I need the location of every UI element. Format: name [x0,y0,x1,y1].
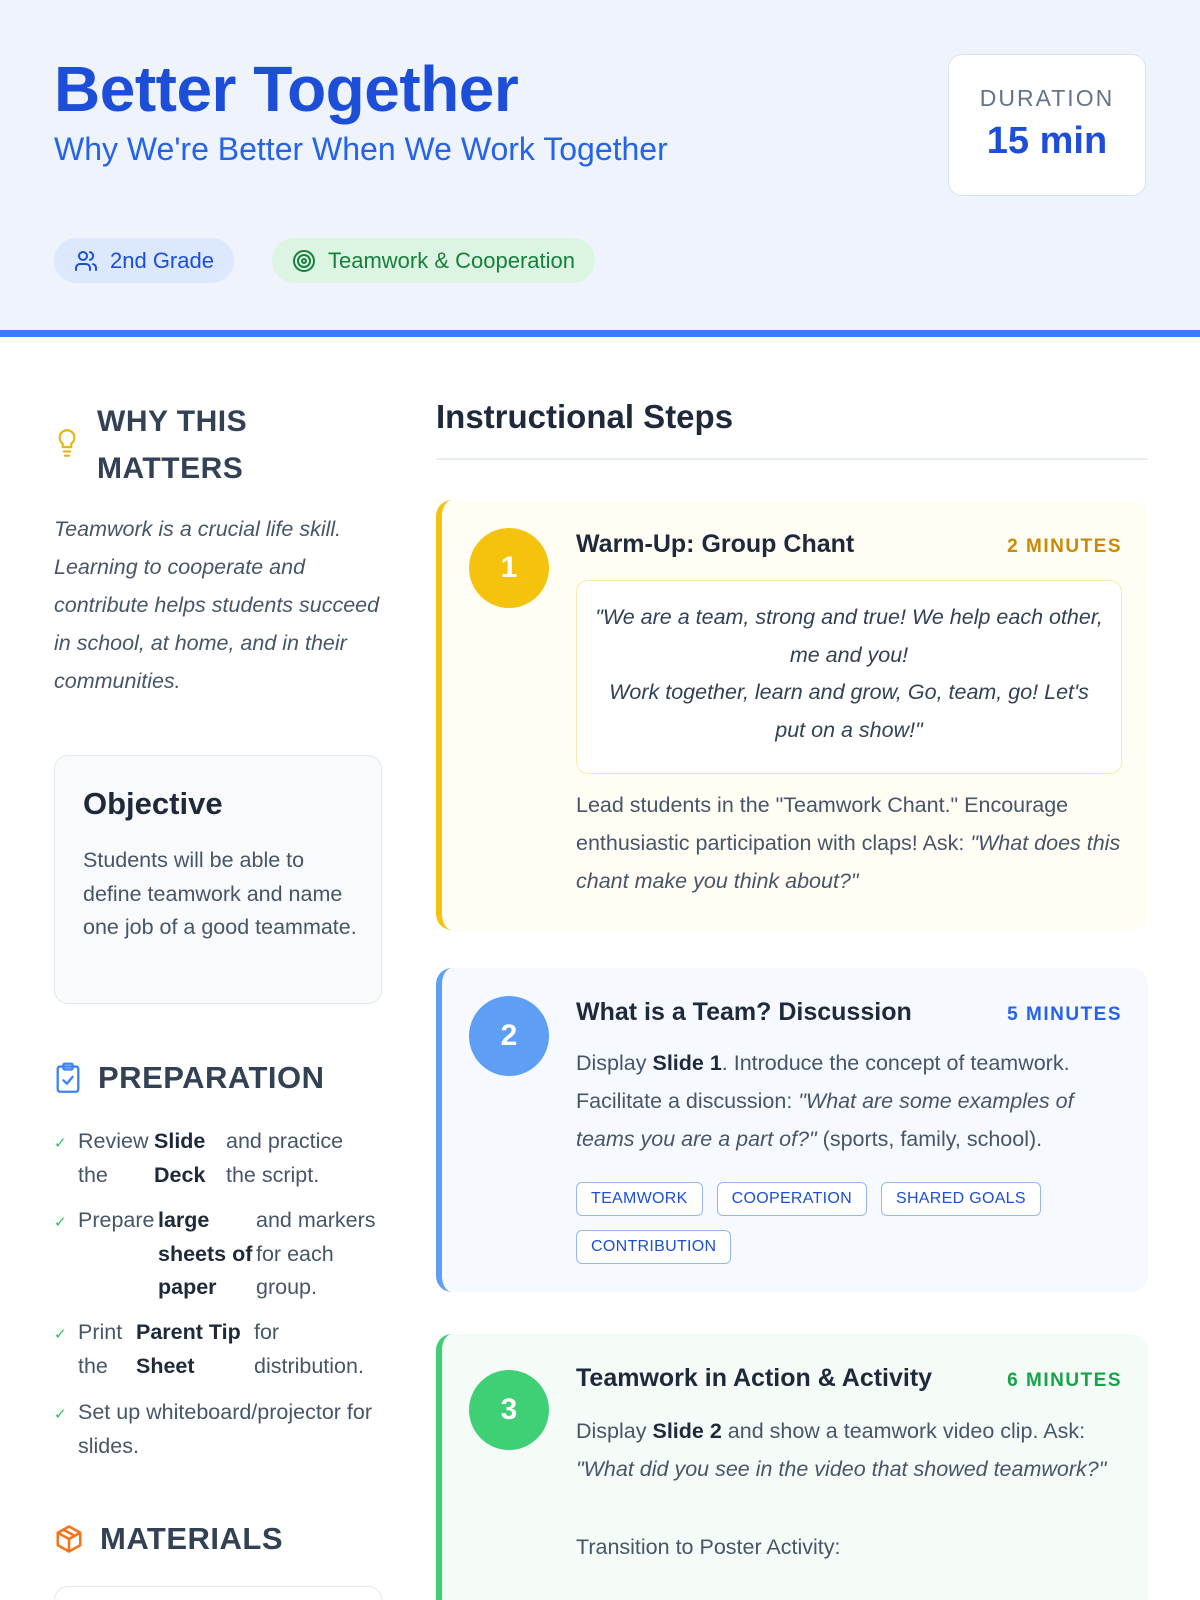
why-text: Teamwork is a crucial life skill. Learning to cooperate and contribute helps students succeed in school, at home, and in their communities. [54,517,380,693]
tag-list [576,1182,1136,1278]
lightbulb-icon [54,428,80,460]
users-icon [74,249,98,273]
materials-card [54,1586,382,1600]
prep-item-text: for distribution. [254,1320,364,1378]
check-icon: ✓ [54,1326,67,1343]
check-icon: ✓ [54,1406,67,1423]
prep-item-text: Set up whiteboard/projector for slides. [78,1400,372,1458]
topic-label: Teamwork & Cooperation [328,247,576,273]
step-duration: 5 MINUTES [1007,1004,1122,1025]
prep-item [54,1316,378,1383]
grade-badge [54,238,234,283]
step-description: Display Slide 1. Introduce the concept of teamwork. Facilitate a discussion: "What are some examples of teams you are a part of?" (sports, family, school). [576,1051,1074,1151]
materials-heading [54,1521,283,1557]
step-number: 3 [469,1370,549,1450]
chant-box [576,580,1122,774]
chant-line: "We are a team, strong and true! We help each other, me and you! [595,605,1103,667]
lesson-title: Better Together [54,53,519,125]
preparation-title: PREPARATION [98,1060,325,1095]
package-icon [54,1524,84,1554]
lesson-subtitle: Why We're Better When We Work Together [54,131,668,167]
step-card [436,968,1148,1292]
step-title: Warm-Up: Group Chant [576,530,855,558]
vocab-tag: COOPERATION [717,1182,867,1216]
step-card [436,1334,1148,1600]
steps-title: Instructional Steps [436,398,734,435]
topic-badge [272,238,595,283]
duration-card [948,54,1146,196]
step-description: Display Slide 2 and show a teamwork video clip. Ask: "What did you see in the video that showed teamwork?" [576,1419,1107,1481]
check-icon: ✓ [54,1135,67,1152]
why-title: WHY THIS MATTERS [97,405,248,485]
step-duration: 6 MINUTES [1007,1370,1122,1391]
target-icon [292,249,316,273]
grade-label: 2nd Grade [110,247,214,273]
prep-item-bold: Slide Deck [154,1129,206,1187]
objective-card [54,755,382,1004]
step-duration: 2 MINUTES [1007,536,1122,557]
prep-item-text: and markers for each group. [256,1208,376,1299]
vocab-tag: TEAMWORK [576,1182,703,1216]
prep-item-bold: large sheets of paper [158,1208,253,1299]
objective-title: Objective [83,786,223,821]
prep-item-text: Print the [78,1320,123,1378]
prep-item [54,1396,378,1463]
objective-text: Students will be able to define teamwork and name one job of a good teammate. [83,848,357,939]
duration-value: 15 min [986,120,1108,162]
lesson-header [0,0,1200,337]
step-description: Lead students in the "Teamwork Chant." Encourage enthusiastic participation with claps! Ask: "What does this chant make you think about?" [576,793,1121,893]
preparation-heading [54,1060,325,1096]
divider [436,458,1148,460]
vocab-tag: CONTRIBUTION [576,1230,731,1264]
step-card [436,500,1148,930]
chant-line: Work together, learn and grow, Go, team, go! Let's put on a show!" [609,680,1089,742]
vocab-tag: SHARED GOALS [881,1182,1041,1216]
prep-item-text: Review the [78,1129,149,1187]
duration-label: DURATION [979,85,1115,111]
step-number: 2 [469,996,549,1076]
prep-item-bold: Parent Tip Sheet [136,1320,241,1378]
step-title: What is a Team? Discussion [576,998,912,1026]
prep-item-text: and practice the script. [226,1129,344,1187]
step-transition: Transition to Poster Activity: [576,1535,841,1559]
clipboard-check-icon [54,1062,82,1094]
prep-item-text: Prepare [78,1208,155,1232]
materials-title: MATERIALS [100,1521,284,1556]
prep-item [54,1125,366,1192]
check-icon: ✓ [54,1214,67,1231]
prep-item [54,1204,380,1305]
step-title: Teamwork in Action & Activity [576,1364,933,1392]
step-number: 1 [469,528,549,608]
